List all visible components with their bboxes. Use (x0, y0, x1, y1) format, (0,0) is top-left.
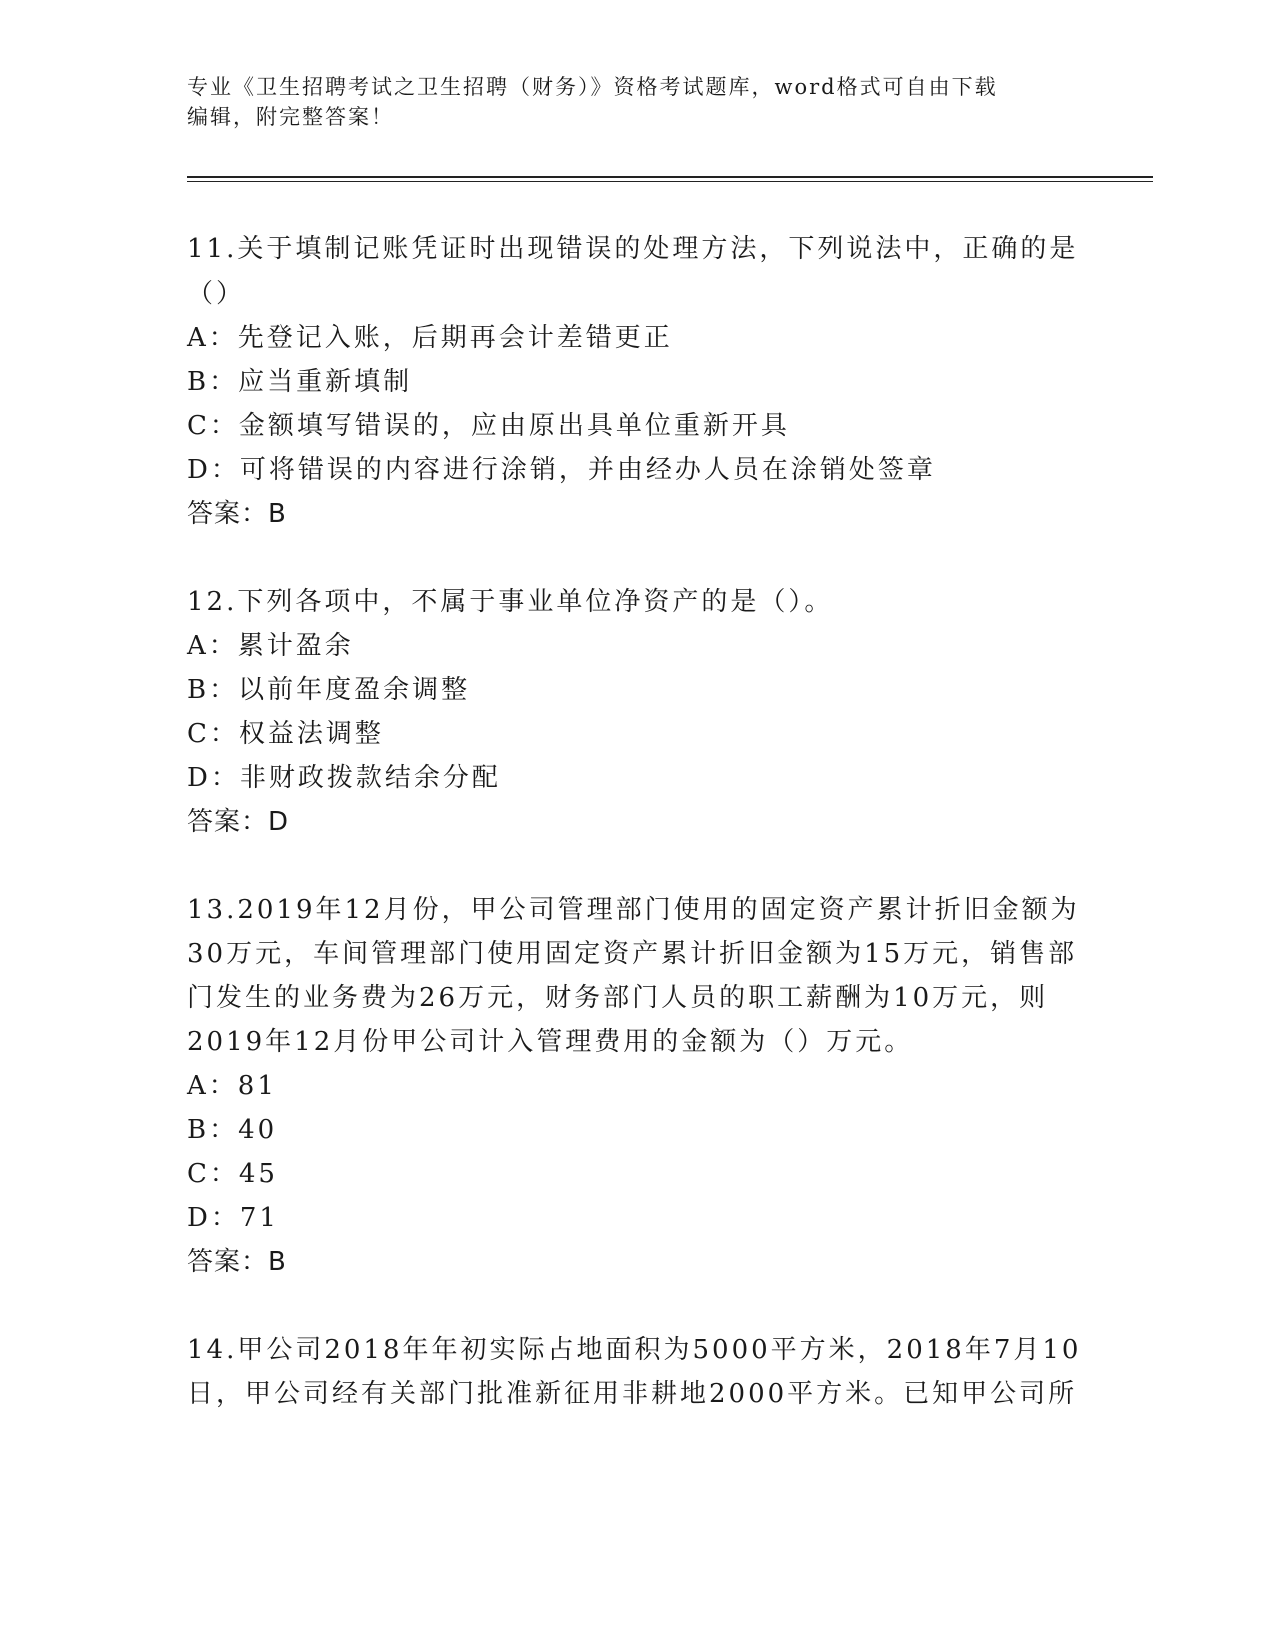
q13-option-a: A：81 (187, 1071, 277, 1101)
q14-stem-line-1: 14.甲公司2018年年初实际占地面积为5000平方米，2018年7月10 (187, 1335, 1082, 1365)
q12-option-a: A：累计盈余 (187, 631, 354, 661)
q12-option-d: D：非财政拨款结余分配 (187, 763, 501, 793)
q11-option-d: D：可将错误的内容进行涂销，并由经办人员在涂销处签章 (187, 455, 936, 485)
q12-answer: 答案：D (187, 807, 290, 837)
header-line-1: 专业《卫生招聘考试之卫生招聘（财务）》资格考试题库，word格式可自由下载 (187, 75, 998, 99)
q13-stem-line-2: 30万元，车间管理部门使用固定资产累计折旧金额为15万元，销售部 (187, 939, 1078, 969)
q11-stem-line-1: 11.关于填制记账凭证时出现错误的处理方法，下列说法中，正确的是 (187, 234, 1079, 264)
q11-option-c: C：金额填写错误的，应由原出具单位重新开具 (187, 411, 790, 441)
q12-option-c: C：权益法调整 (187, 719, 384, 749)
q13-stem-line-3: 门发生的业务费为26万元，财务部门人员的职工薪酬为10万元，则 (187, 983, 1049, 1013)
document-header (187, 72, 1087, 132)
q13-option-c: C：45 (187, 1159, 278, 1189)
q12-stem-line-1: 12.下列各项中，不属于事业单位净资产的是（）。 (187, 587, 834, 617)
q11-answer: 答案：B (187, 499, 287, 529)
header-line-2: 编辑，附完整答案！ (187, 105, 394, 129)
header-divider-thin (187, 181, 1153, 182)
q13-stem-line-1: 13.2019年12月份，甲公司管理部门使用的固定资产累计折旧金额为 (187, 895, 1080, 925)
q13-option-b: B：40 (187, 1115, 278, 1145)
q13-option-d: D：71 (187, 1203, 279, 1233)
q13-stem-line-4: 2019年12月份甲公司计入管理费用的金额为（）万元。 (187, 1027, 914, 1057)
q12-option-b: B：以前年度盈余调整 (187, 675, 471, 705)
q14-stem-line-2: 日，甲公司经有关部门批准新征用非耕地2000平方米。已知甲公司所 (187, 1379, 1078, 1409)
q13-answer: 答案：B (187, 1247, 287, 1277)
q11-option-a: A：先登记入账，后期再会计差错更正 (187, 323, 673, 353)
q11-stem-line-2: （） (187, 279, 246, 309)
header-divider-thick (187, 176, 1153, 178)
q11-option-b: B：应当重新填制 (187, 367, 413, 397)
